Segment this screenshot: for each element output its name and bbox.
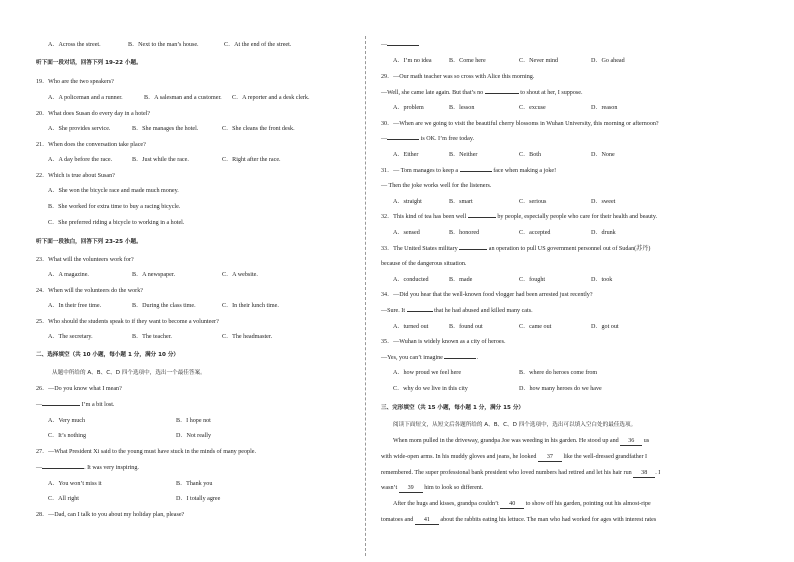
option: B．smart [449, 199, 473, 205]
answer-line [36, 464, 139, 472]
option: A．Very much [48, 418, 86, 424]
section-heading: 听下面一段对话，回答下列 19-22 小题。 [36, 60, 142, 66]
cloze-blank[interactable]: 40 [500, 500, 524, 509]
text: an operation to pull US government personnel out of Sudan(苏丹) [488, 246, 651, 252]
passage-line [393, 437, 649, 446]
question-line [381, 245, 650, 253]
answer-blank[interactable] [387, 139, 419, 140]
text: remembered. The super professional bank president who loved numbers had retired and let his hair run [381, 470, 632, 476]
option: B．Neither [449, 152, 478, 158]
question-stem: 27．—What President Xi said to the young must have stuck in the minds of many people. [36, 449, 257, 455]
part-heading: 二、选择填空（共 10 小题，每小题 1 分，满分 10 分） [36, 352, 180, 358]
option: D．got out [591, 324, 619, 330]
question-stem: 19．Who are the two speakers? [36, 79, 114, 85]
option: B．The teacher. [132, 334, 172, 340]
answer-blank[interactable] [468, 217, 496, 218]
question-line: — Then the joke works well for the listeners. [381, 183, 492, 189]
text: After the hugs and kisses, grandpa couldn’t [393, 501, 499, 507]
option: D．how many heroes do we have [519, 386, 602, 392]
option: C．Right after the race. [222, 157, 281, 163]
dash: — [381, 136, 388, 142]
option: A．A day before the race. [48, 157, 113, 163]
option: D．drunk [591, 230, 616, 236]
text: to shout at her, I suppose. [520, 90, 583, 96]
option: B．found out [449, 324, 483, 330]
question-stem: 28．—Dad, can I talk to you about my holiday plan, please? [36, 512, 185, 518]
question-line [381, 135, 474, 143]
text: When mom pulled in the driveway, grandpa Joe was weeding in his garden. He stood up and [393, 438, 619, 444]
passage-line [381, 484, 483, 493]
option: A．I’m no idea [393, 58, 432, 64]
option: A．conducted [393, 277, 429, 283]
option: B．Thank you [176, 481, 213, 487]
text: 33．The United States military [381, 246, 458, 252]
option: B．She worked for extra time to buy a racing bicycle. [48, 204, 181, 210]
option: D．I totally agree [176, 496, 221, 502]
column-divider [365, 36, 366, 556]
answer-blank[interactable] [459, 249, 487, 250]
part-instruction: 从题中所给的 A、B、C、D 四个选项中，选出一个最佳答案。 [52, 370, 206, 376]
passage-line [381, 453, 647, 462]
answer-blank[interactable] [387, 45, 419, 46]
passage-line [393, 500, 651, 509]
option: C．why do we live in this city [393, 386, 468, 392]
text: tomatoes and [381, 517, 414, 523]
option: B．made [449, 277, 473, 283]
text: with wide-open arms. In his muddy gloves and jeans, he looked [381, 454, 537, 460]
option: A．You won’t miss it [48, 481, 102, 487]
answer-text: . It was very inspiring. [84, 465, 139, 471]
dash: — [36, 465, 43, 471]
text: is OK. I’m free today. [420, 136, 475, 142]
option: C．accepted [519, 230, 551, 236]
part-heading: 三、完形填空（共 15 小题，每小题 1 分，满分 15 分） [381, 405, 525, 411]
option: B．A salesman and a customer. [144, 95, 222, 101]
option: B．lesson [449, 105, 475, 111]
question-stem: 29．—Our math teacher was so cross with Alice this morning. [381, 74, 535, 80]
option: A．A policeman and a runner. [48, 95, 123, 101]
option: D．Go ahead [591, 58, 625, 64]
section-heading: 听下面一段独白，回答下列 23-25 小题。 [36, 239, 142, 245]
option: C．She cleans the front desk. [222, 126, 295, 132]
part-instruction: 阅读下面短文，从短文后各题所给的 A、B、C、D 四个选项中，选出可以填入空白处的最佳选项。 [393, 422, 637, 428]
option: A．She won the bicycle race and made much money. [48, 188, 179, 194]
text: about the rabbits eating his lettuce. The man who had worked for ages with interest rates [440, 517, 657, 523]
option: D．sweet [591, 199, 616, 205]
text: . I [655, 470, 661, 476]
question-line [381, 213, 657, 221]
option: A．how proud we feel here [393, 370, 462, 376]
option: A．sensed [393, 230, 420, 236]
question-stem: 20．What does Susan do every day in a hotel? [36, 111, 151, 117]
question-stem: 25．Who should the students speak to if they want to become a volunteer? [36, 319, 219, 325]
option: C．excuse [519, 105, 546, 111]
text: him to look so different. [424, 485, 484, 491]
answer-text: I’m a bit lost. [81, 402, 115, 408]
option: B．honored [449, 230, 480, 236]
cloze-blank[interactable]: 39 [399, 484, 423, 493]
option: A．straight [393, 199, 422, 205]
text: wasn’t [381, 485, 398, 491]
question-line: because of the dangerous situation. [381, 261, 467, 267]
option: A．She provides service. [48, 126, 111, 132]
option: D．reason [591, 105, 618, 111]
option: D．took [591, 277, 613, 283]
option: B．Next to the man’s house. [128, 42, 199, 48]
answer-blank[interactable] [460, 171, 492, 172]
dash: — [36, 402, 43, 408]
text: that he had abused and killed many cats. [434, 308, 533, 314]
cloze-blank[interactable]: 41 [415, 516, 439, 525]
answer-line [381, 41, 419, 49]
text: —Well, she came late again. But that’s no [381, 90, 484, 96]
option: B．Come here [449, 58, 486, 64]
text: by people, especially people who care for their health and beauty. [497, 214, 658, 220]
question-stem: 21．When does the conversation take place? [36, 142, 146, 148]
option: A．Across the street. [48, 42, 101, 48]
option: A．problem [393, 105, 424, 111]
option: A．Either [393, 152, 419, 158]
option: C．In their lunch time. [222, 303, 279, 309]
option: C．A website. [222, 272, 258, 278]
option: C．serious [519, 199, 547, 205]
option: A．A magazine. [48, 272, 89, 278]
question-line [381, 307, 533, 315]
question-stem: 22．Which is true about Susan? [36, 173, 115, 179]
text: 31．— Tom manages to keep a [381, 168, 459, 174]
option: B．She manages the hotel. [132, 126, 199, 132]
answer-line [36, 401, 114, 409]
question-line [381, 354, 478, 362]
option: D．Not really [176, 433, 212, 439]
text: us [643, 438, 650, 444]
option: C．It’s nothing [48, 433, 87, 439]
option: C．All right [48, 496, 79, 502]
text: —Yes, you can’t imagine [381, 355, 443, 361]
option: C．A reporter and a desk clerk. [232, 95, 310, 101]
answer-blank[interactable] [42, 468, 84, 469]
option: B．A newspaper. [132, 272, 175, 278]
text: to show off his garden, pointing out his almost-ripe [525, 501, 651, 507]
passage-line [381, 516, 656, 525]
option: A．In their free time. [48, 303, 102, 309]
option: C．She preferred riding a bicycle to working in a hotel. [48, 220, 185, 226]
question-stem: 30．—When are we going to visit the beautiful cherry blossoms in Wuhan University, this morning or afternoon? [381, 121, 659, 127]
question-line [381, 89, 583, 97]
question-line [381, 167, 556, 175]
option: B．Just while the race. [132, 157, 189, 163]
cloze-blank[interactable]: 37 [538, 453, 562, 462]
text: . [476, 355, 478, 361]
question-stem: 35．—Wuhan is widely known as a city of heroes. [381, 339, 506, 345]
option: C．came out [519, 324, 552, 330]
option: B．During the class time. [132, 303, 196, 309]
option: C．Both [519, 152, 542, 158]
cloze-blank[interactable]: 38 [633, 469, 655, 478]
passage-line [381, 469, 660, 478]
option: C．The headmaster. [222, 334, 273, 340]
dash: — [381, 42, 388, 48]
answer-blank[interactable] [407, 311, 433, 312]
option: A．turned out [393, 324, 429, 330]
option: D．None [591, 152, 615, 158]
option: B．where do heroes come from [519, 370, 598, 376]
answer-blank[interactable] [485, 93, 519, 94]
option: B．I hope not [176, 418, 211, 424]
text: 32．This kind of tea has been well [381, 214, 467, 220]
option: C．At the end of the street. [224, 42, 292, 48]
question-stem: 26．—Do you know what I mean? [36, 386, 122, 392]
cloze-blank[interactable]: 36 [620, 437, 642, 446]
text: —Sure. It [381, 308, 406, 314]
question-stem: 23．What will the volunteers work for? [36, 257, 134, 263]
option: A．The secretary. [48, 334, 93, 340]
answer-blank[interactable] [42, 405, 80, 406]
text: face when making a joke! [493, 168, 557, 174]
text: like the well-dressed grandfather I [563, 454, 648, 460]
option: C．fought [519, 277, 546, 283]
question-stem: 24．When will the volunteers do the work? [36, 288, 143, 294]
option: C．Never mind [519, 58, 559, 64]
answer-blank[interactable] [444, 358, 476, 359]
question-stem: 34．—Did you hear that the well-known food vlogger had been arrested just recently? [381, 292, 593, 298]
